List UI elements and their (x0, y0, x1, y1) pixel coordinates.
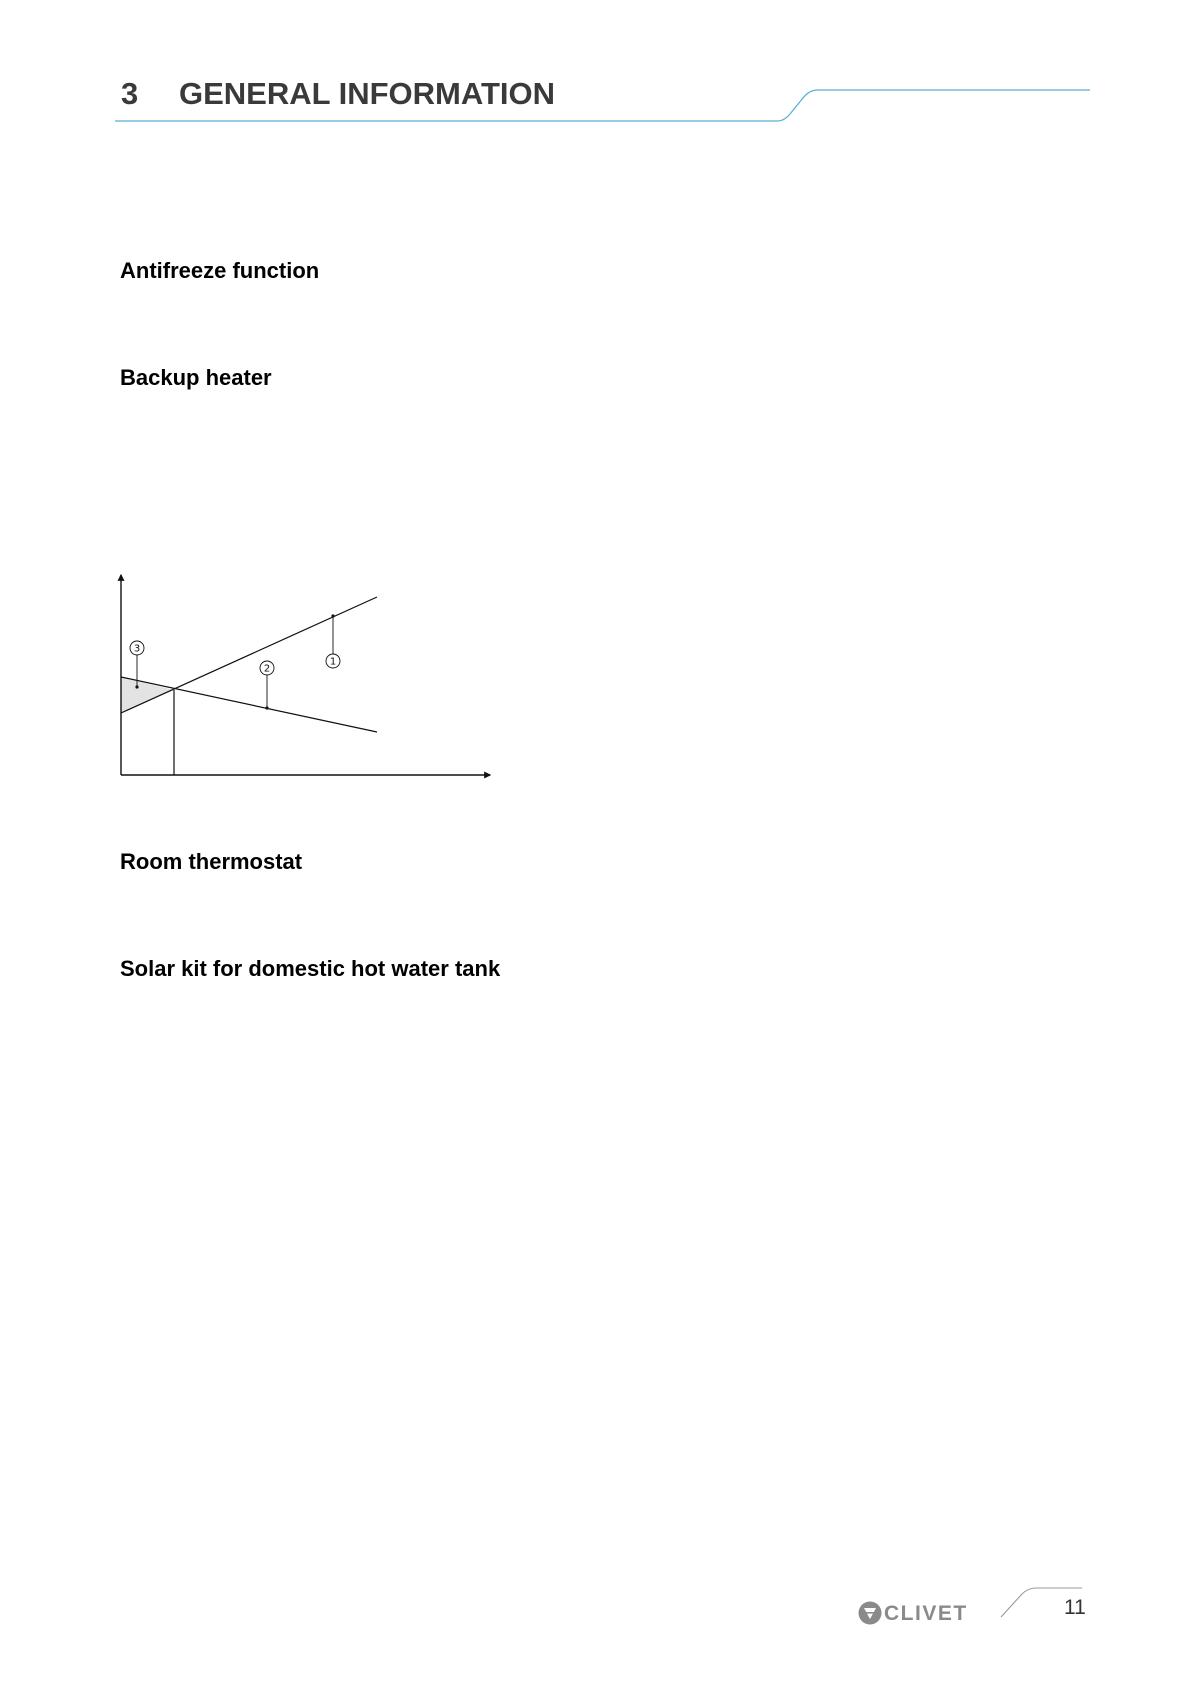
marker-2 (260, 661, 274, 710)
header-rule (0, 0, 1191, 130)
chapter-number: 3 (121, 76, 139, 111)
falling-line (121, 677, 377, 732)
rising-line (121, 597, 377, 713)
chapter-title: GENERAL INFORMATION (179, 76, 556, 111)
heading-antifreeze-function: Antifreeze function (120, 258, 320, 283)
page-number: 11 (1064, 1596, 1086, 1619)
marker-1 (326, 614, 340, 668)
marker-3-label: 3 (133, 643, 141, 655)
heading-solar-kit: Solar kit for domestic hot water tank (120, 956, 501, 981)
marker-2-label: 2 (263, 663, 271, 675)
clivet-logo (858, 1599, 982, 1627)
heading-backup-heater: Backup heater (120, 365, 272, 390)
marker-1-label: 1 (329, 656, 337, 668)
backup-heater-diagram (105, 565, 505, 790)
heading-room-thermostat: Room thermostat (120, 849, 303, 874)
brand-name: CLIVET (884, 1602, 968, 1625)
